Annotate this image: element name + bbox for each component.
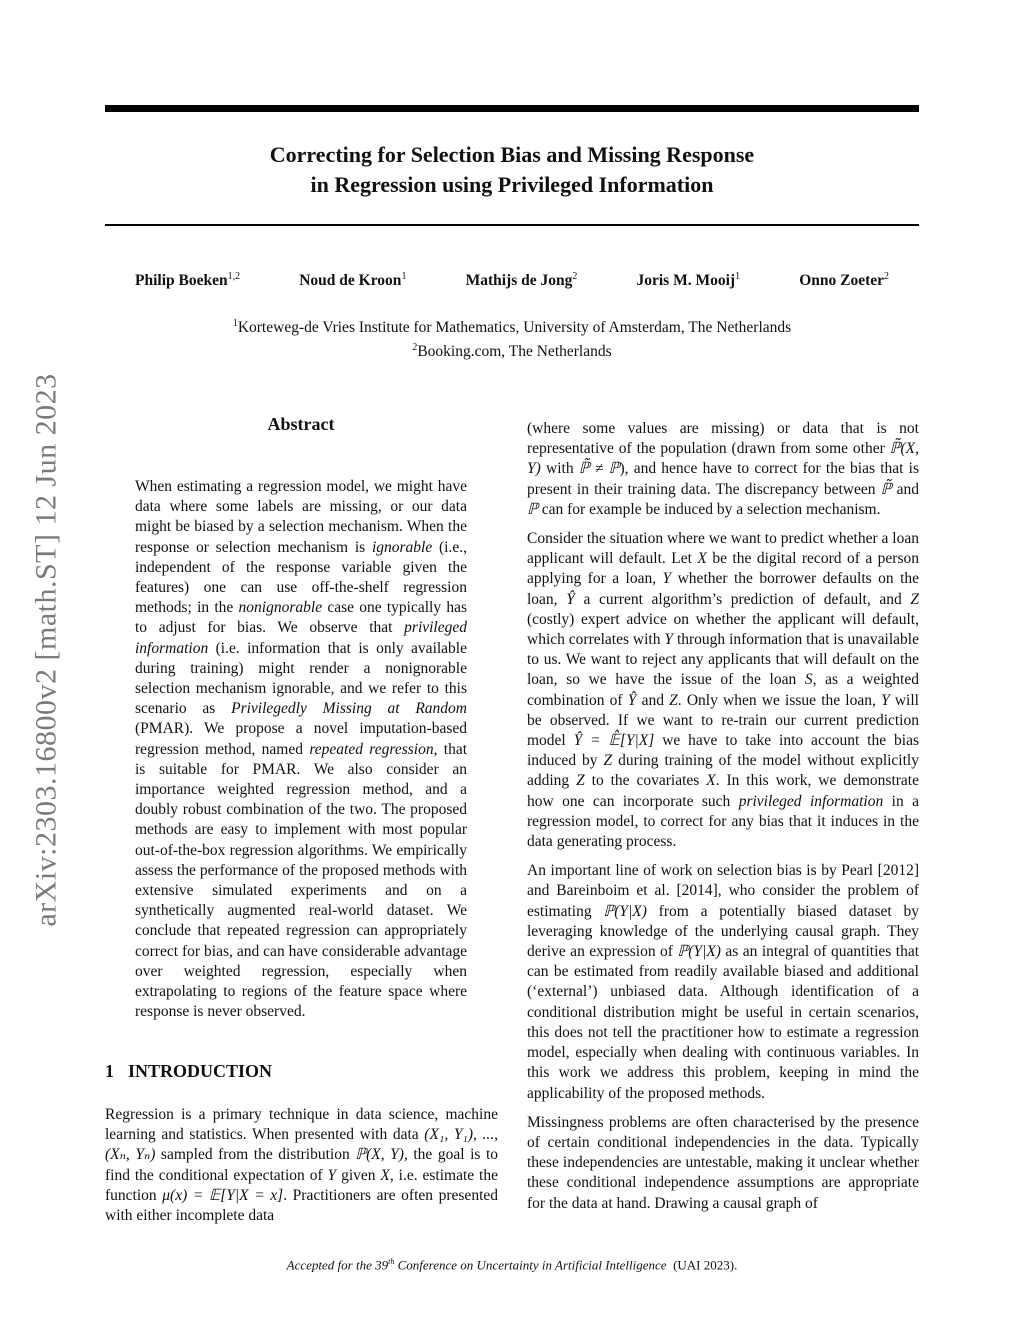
author: Onno Zoeter$^2$	[799, 271, 889, 290]
section-title: INTRODUCTION	[128, 1061, 273, 1081]
right-column	[527, 419, 919, 1223]
section-heading	[105, 1061, 505, 1082]
section-number: 1	[105, 1061, 114, 1081]
arxiv-stamp	[22, 340, 72, 960]
paper-title	[105, 140, 919, 200]
affiliation: $^2$Booking.com, The Netherlands	[412, 342, 612, 361]
author: Philip Boeken$^{1,2}$	[135, 271, 241, 290]
body-paragraph: Consider the situation where we want to predict whether a loan applicant will default. Let X be the digital record of a person applying for a loan, Y whether the borrower defaults on the loan, Ŷ a current algorithm’s prediction of default, and Z (costly) expert advice on whether the applicant will default, which correlates with Y through information that is unavailable to us. We want to reject any applicants that will default on the loan, so we have the issue of the loan S, as a weighted combination of Ŷ and Z. Only when we issue the loan, Y will be observed. If we want to re-train our current prediction model Ŷ = 𝔼̂[Y|X] we have to take into account the bias induced by Z during training of the model without explicitly adding Z to the covariates X. In this work, we demonstrate how one can incorporate such privileged information in a regression model, to correct for any bias that it induces in the data generating process.	[527, 530, 920, 851]
top-rule	[105, 105, 919, 112]
author: Joris M. Mooij$^1$	[636, 271, 741, 290]
abstract-text: When estimating a regression model, we might have data where some labels are missing, or our data might be biased by a selection mechanism. When the response or selection mechanism is ignorable (i.e., independent of the response variable given the features) one can use off-the-shelf regression methods; in the nonignorable case one typically has to adjust for bias. We observe that privileged information (i.e. information that is only available during training) might render a nonignorable selection mechanism ignorable, and we refer to this scenario as Privilegedly Missing at Random (PMAR). We propose a novel imputation-based regression method, named repeated regression, that is suitable for PMAR. We also consider an importance weighted regression method, and a doubly robust combination of the two. The proposed methods are easy to implement with most popular out-of-the-box regression algorithms. We empirically assess the performance of the proposed methods with extensive simulated experiments and on a synthetically augmented real-world dataset. We conclude that repeated regression can appropriately correct for bias, and can have considerable advantage over weighted regression, especially when extrapolating to regions of the feature space where response is never observed.	[135, 478, 468, 1021]
intro-paragraph: Regression is a primary technique in data science, machine learning and statistics. When presented with data (X₁, Y₁), ..., (Xₙ, Yₙ) sampled from the distribution ℙ(X, Y), the goal is to find the conditional expectation of Y given X, i.e. estimate the function μ(x) = 𝔼[Y|X = x]. Practitioners are often presented with either incomplete data	[105, 1106, 498, 1225]
body-paragraph: An important line of work on selection bias is by Pearl [2012] and Bareinboim et al. [2014], who consider the problem of estimating ℙ(Y|X) from a potentially biased dataset by leveraging knowledge of the underlying causal graph. They derive an expression of ℙ(Y|X) as an integral of quantities that can be estimated from readily available biased and additional (‘external’) unbiased data. Although identification of a conditional distribution might be useful in certain scenarios, this does not tell the practitioner how to estimate a regression model, especially when dealing with continuous variables. In this work we address this problem, keeping in mind the applicability of the proposed methods.	[527, 862, 920, 1102]
title-line-1: Correcting for Selection Bias and Missing Response	[269, 142, 755, 167]
body-paragraph: (where some values are missing) or data that is not representative of the population (drawn from some other ℙ̃(X, Y) with ℙ̃ ≠ ℙ), and hence have to correct for the bias that is present in their training data. The discrepancy between ℙ̃ and ℙ can for example be induced by a selection mechanism.	[527, 420, 919, 518]
conference-footer: Accepted for the 39th Conference on Uncertainty in Artificial Intelligence (UAI 2023).	[286, 1257, 738, 1273]
affiliation: $^1$Korteweg-de Vries Institute for Mathematics, University of Amsterdam, The Netherlands	[232, 318, 792, 337]
arxiv-stamp-text: arXiv:2303.16800v2 [math.ST] 12 Jun 2023	[30, 373, 64, 927]
body-paragraph: Missingness problems are often characterised by the presence of certain conditional independencies in the data. Typically these independencies are untestable, making it unclear whether these conditional independence assumptions are appropriate for the data at hand. Drawing a causal graph of	[527, 1113, 919, 1212]
author: Noud de Kroon$^1$	[299, 271, 407, 290]
author-list	[105, 271, 919, 290]
author: Mathijs de Jong$^2$	[465, 271, 578, 290]
affiliations	[105, 314, 919, 362]
abstract-heading: Abstract	[267, 414, 335, 434]
title-rule	[105, 224, 919, 226]
title-line-2: in Regression using Privileged Information	[310, 172, 714, 197]
